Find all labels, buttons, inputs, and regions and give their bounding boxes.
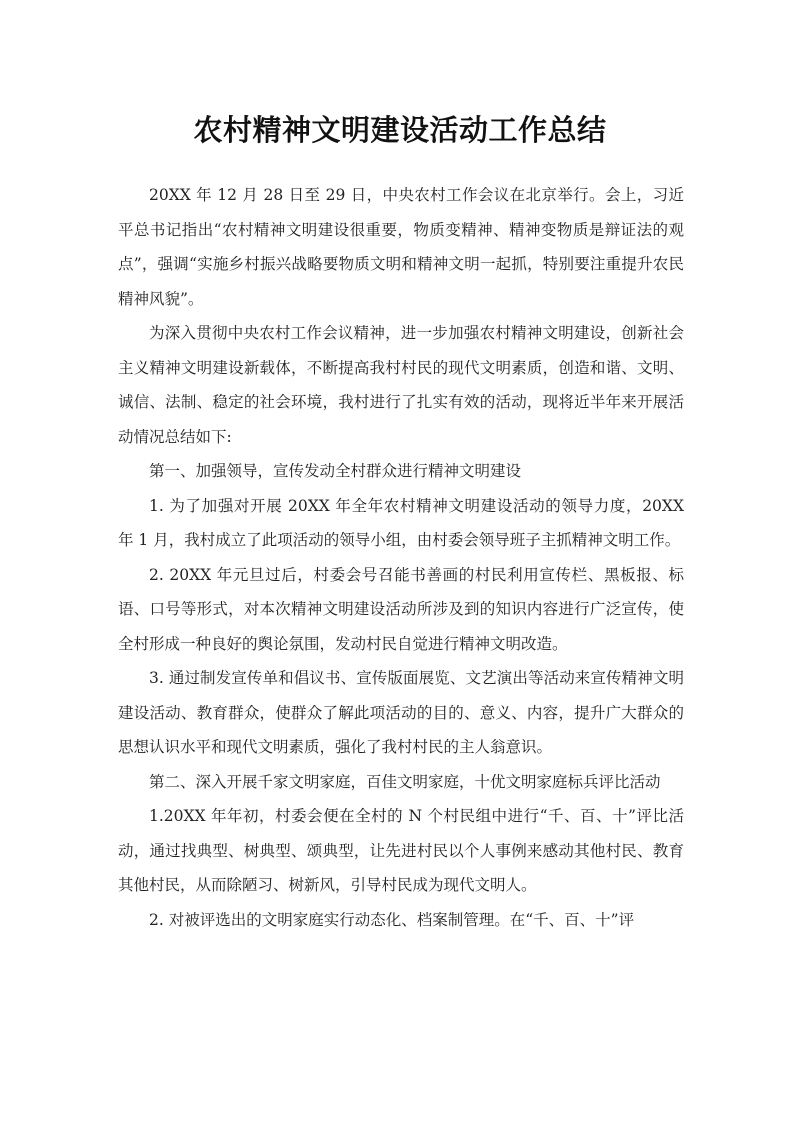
section-1-item-3: 3. 通过制发宣传单和倡议书、宣传版面展览、文艺演出等活动来宣传精神文明建设活动、教育群众，使群众了解此项活动的目的、意义、内容，提升广大群众的思想认识水平和现代文明素质，强化了我村村民的主人翁意识。	[118, 669, 684, 756]
section-heading-1: 第一、加强领导，宣传发动全村群众进行精神文明建设	[149, 462, 522, 480]
section-1-item-1: 1. 为了加强对开展 20XX 年全年农村精神文明建设活动的领导力度，20XX 年 1 月，我村成立了此项活动的领导小组，由村委会领导班子主抓精神文明工作。	[118, 496, 684, 549]
paragraph-purpose: 为深入贯彻中央农村工作会议精神，进一步加强农村精神文明建设，创新社会主义精神文明建设新载体，不断提高我村村民的现代文明素质，创造和谐、文明、诚信、法制、稳定的社会环境，我村进行了扎实有效的活动，现将近半年来开展活动情况总结如下:	[118, 324, 684, 446]
section-2-item-1: 1.20XX 年年初，村委会便在全村的 N 个村民组中进行“千、百、十”评比活动，通过找典型、树典型、颂典型，让先进村民以个人事例来感动其他村民、教育其他村民，从而除陋习、树新风，引导村民成为现代文明人。	[118, 807, 684, 894]
document-body	[118, 178, 684, 937]
section-2-item-2: 2. 对被评选出的文明家庭实行动态化、档案制管理。在“千、百、十”评	[149, 910, 635, 929]
section-heading-2: 第二、深入开展千家文明家庭，百佳文明家庭，十优文明家庭标兵评比活动	[149, 772, 661, 791]
document-title: 农村精神文明建设活动工作总结	[193, 113, 607, 147]
section-1-item-2: 2. 20XX 年元旦过后，村委会号召能书善画的村民利用宣传栏、黑板报、标语、口号等形式，对本次精神文明建设活动所涉及到的知识内容进行广泛宣传，使全村形成一种良好的舆论氛围，发动村民自觉进行精神文明改造。	[118, 565, 684, 653]
paragraph-intro: 20XX 年 12 月 28 日至 29 日，中央农村工作会议在北京举行。会上，习近平总书记指出“农村精神文明建设很重要，物质变精神、精神变物质是辩证法的观点”，强调“实施乡村振兴战略要物质文明和精神文明一起抓，特别要注重提升农民精神风貌”。	[118, 186, 684, 308]
